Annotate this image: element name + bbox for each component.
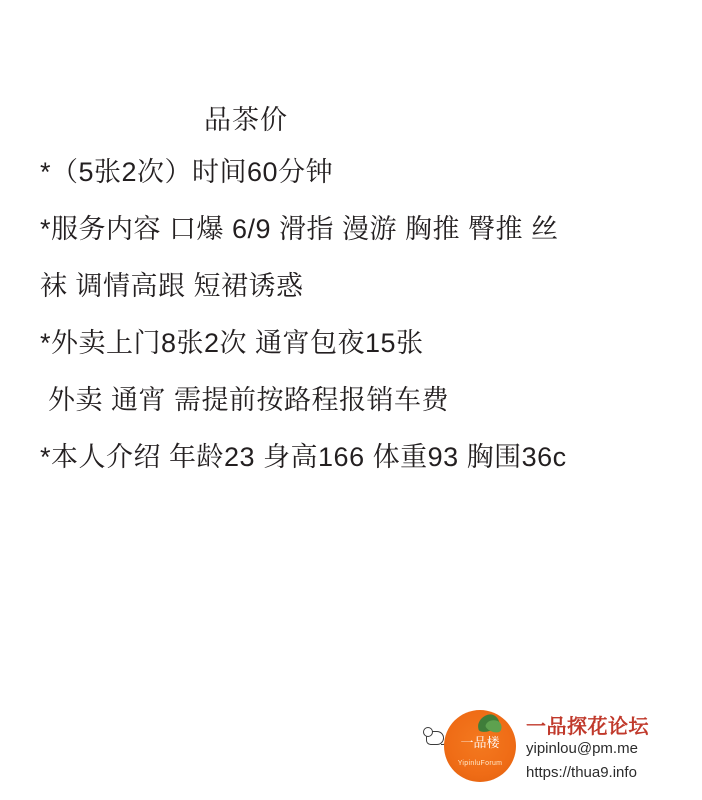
watermark-footer	[422, 702, 692, 792]
document-line-3: 袜 调情高跟 短裙诱惑	[40, 271, 304, 301]
document-line-6: *本人介绍 年龄23 身高166 体重93 胸围36c	[40, 442, 567, 472]
document-title: 品茶价	[204, 105, 288, 135]
document-line-2: *服务内容 口爆 6/9 滑指 漫游 胸推 臀推 丝	[40, 214, 559, 244]
logo-label-en: YipinluForum	[457, 760, 503, 767]
logo-label-cn: 一品楼	[460, 735, 500, 750]
site-logo-icon	[444, 710, 516, 782]
site-url[interactable]: https://thua9.info	[526, 764, 637, 781]
document-line-4: *外卖上门8张2次 通宵包夜15张	[40, 328, 424, 358]
document-line-5: 外卖 通宵 需提前按路程报销车费	[40, 385, 450, 415]
contact-email: yipinlou@pm.me	[526, 740, 638, 757]
brand-name: 一品探花论坛	[526, 716, 649, 738]
document-line-1: *（5张2次）时间60分钟	[40, 157, 334, 187]
document-body	[0, 96, 702, 486]
